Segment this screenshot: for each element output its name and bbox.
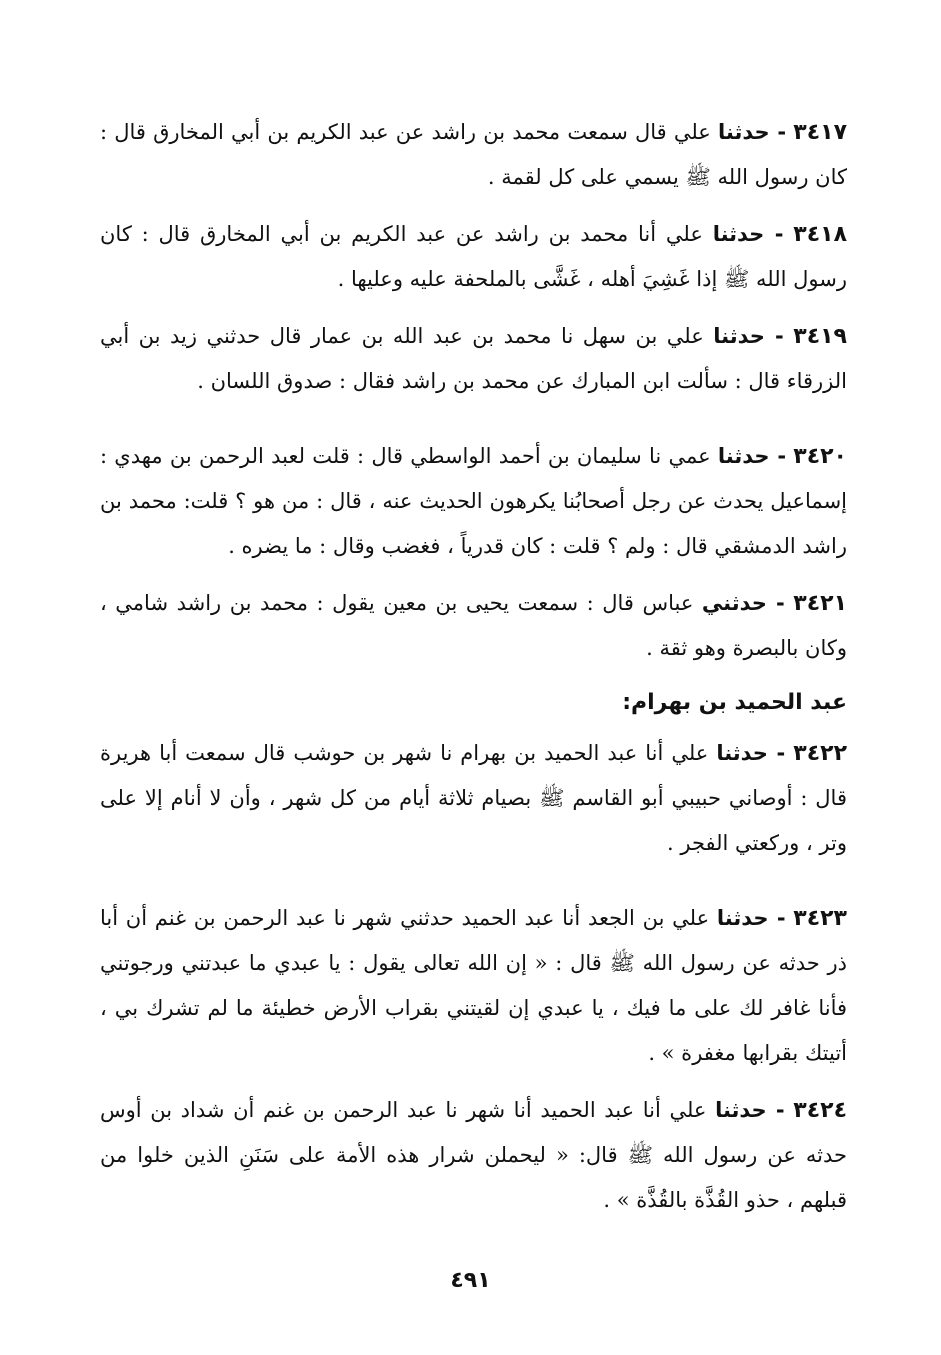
narration-keyword: حدثنا xyxy=(715,1098,767,1122)
narration-keyword: حدثنا xyxy=(712,222,765,246)
narration-keyword: حدثنا xyxy=(716,906,769,930)
hadith-text: علي أنا عبد الحميد أنا شهر نا عبد الرحمن بن غنم أن شداد بن أوس حدثه عن رسول الله ﷺ قال: « ليحملن شرار هذه الأمة على سَنَنِ الذين خلوا من قبلهم ، حذو القُذَّة بالقُذَّة » . xyxy=(100,1098,847,1212)
hadith-number: ٣٤١٧ xyxy=(793,120,848,145)
hadith-number: ٣٤١٨ xyxy=(793,222,847,247)
hadith-entry-3422: ٣٤٢٢ - حدثنا علي أنا عبد الحميد بن بهرام نا شهر بن حوشب قال سمعت أبا هريرة قال : أوصاني حبيبي أبو القاسم ﷺ بصيام ثلاثة أيام من كل شهر ، وأن لا أنام إلا على وتر ، وركعتي الفجر . xyxy=(100,741,847,855)
hadith-number: ٣٤٢٢ xyxy=(793,741,847,766)
hadith-text: علي قال سمعت محمد بن راشد عن عبد الكريم بن أبي المخارق قال : كان رسول الله ﷺ يسمي على كل لقمة . xyxy=(100,120,847,189)
hadith-entry-3418: ٣٤١٨ - حدثنا علي أنا محمد بن راشد عن عبد الكريم بن أبي المخارق قال : كان رسول الله ﷺ إذا غَشِيَ أهله ، غَشَّى بالملحفة عليه وعليها . xyxy=(100,222,847,291)
hadith-text: عمي نا سليمان بن أحمد الواسطي قال : قلت لعبد الرحمن بن مهدي : إسماعيل يحدث عن رجل أصحابُنا يكرهون الحديث عنه ، قال : من هو ؟ قلت: محمد بن راشد الدمشقي قال : ولم ؟ قلت : كان قدرياً ، فغضب وقال : ما يضره . xyxy=(100,444,847,558)
hadith-entry-3417: ٣٤١٧ - حدثنا علي قال سمعت محمد بن راشد عن عبد الكريم بن أبي المخارق قال : كان رسول الله ﷺ يسمي على كل لقمة . xyxy=(100,120,848,189)
narration-keyword: حدثنا xyxy=(713,324,765,348)
hadith-number: ٣٤٢٣ xyxy=(793,906,847,931)
section-heading: عبد الحميد بن بهرام: xyxy=(622,690,847,715)
hadith-entry-3420: ٣٤٢٠ - حدثنا عمي نا سليمان بن أحمد الواسطي قال : قلت لعبد الرحمن بن مهدي : إسماعيل يحدث عن رجل أصحابُنا يكرهون الحديث عنه ، قال : من هو ؟ قلت: محمد بن راشد الدمشقي قال : ولم ؟ قلت : كان قدرياً ، فغضب وقال : ما يضره . xyxy=(100,444,847,558)
hadith-text: عباس قال : سمعت يحيى بن معين يقول : محمد بن راشد شامي ، وكان بالبصرة وهو ثقة . xyxy=(100,591,847,660)
hadith-entry-3421: ٣٤٢١ - حدثني عباس قال : سمعت يحيى بن معين يقول : محمد بن راشد شامي ، وكان بالبصرة وهو ثقة . xyxy=(100,591,847,660)
narration-keyword: حدثنا xyxy=(718,120,770,144)
hadith-number: ٣٤٢٠ xyxy=(793,444,847,469)
narration-keyword: حدثني xyxy=(701,591,767,615)
hadith-number: ٣٤١٩ xyxy=(793,324,847,349)
hadith-text: علي بن سهل نا محمد بن عبد الله بن عمار قال حدثني زيد بن أبي الزرقاء قال : سألت ابن المبارك عن محمد بن راشد فقال : صدوق اللسان . xyxy=(100,324,847,393)
hadith-entry-3424: ٣٤٢٤ - حدثنا علي أنا عبد الحميد أنا شهر نا عبد الرحمن بن غنم أن شداد بن أوس حدثه عن رسول الله ﷺ قال: « ليحملن شرار هذه الأمة على سَنَنِ الذين خلوا من قبلهم ، حذو القُذَّة بالقُذَّة » . xyxy=(100,1098,847,1212)
hadith-number: ٣٤٢١ xyxy=(793,591,847,616)
document-page xyxy=(100,110,847,1223)
hadith-text: علي أنا عبد الحميد بن بهرام نا شهر بن حوشب قال سمعت أبا هريرة قال : أوصاني حبيبي أبو القاسم ﷺ بصيام ثلاثة أيام من كل شهر ، وأن لا أنام إلا على وتر ، وركعتي الفجر . xyxy=(100,741,847,855)
narration-keyword: حدثنا xyxy=(717,444,770,468)
narration-keyword: حدثنا xyxy=(716,741,768,765)
hadith-number: ٣٤٢٤ xyxy=(793,1098,847,1123)
hadith-text: علي بن الجعد أنا عبد الحميد حدثني شهر نا عبد الرحمن بن غنم أن أبا ذر حدثه عن رسول الله ﷺ قال : « إن الله تعالى يقول : يا عبدي ما عبدتني ورجوتني فأنا غافر لك على ما فيك ، يا عبدي إن لقيتني بقراب الأرض خطيئة ما لم تشرك بي ، أتيتك بقرابها مغفرة » . xyxy=(100,906,847,1065)
hadith-entry-3419: ٣٤١٩ - حدثنا علي بن سهل نا محمد بن عبد الله بن عمار قال حدثني زيد بن أبي الزرقاء قال : سألت ابن المبارك عن محمد بن راشد فقال : صدوق اللسان . xyxy=(100,324,847,393)
page-number: ٤٩١ xyxy=(450,1268,491,1293)
hadith-entry-3423: ٣٤٢٣ - حدثنا علي بن الجعد أنا عبد الحميد حدثني شهر نا عبد الرحمن بن غنم أن أبا ذر حدثه عن رسول الله ﷺ قال : « إن الله تعالى يقول : يا عبدي ما عبدتني ورجوتني فأنا غافر لك على ما فيك ، يا عبدي إن لقيتني بقراب الأرض خطيئة ما لم تشرك بي ، أتيتك بقرابها مغفرة » . xyxy=(100,906,847,1065)
hadith-text: علي أنا محمد بن راشد عن عبد الكريم بن أبي المخارق قال : كان رسول الله ﷺ إذا غَشِيَ أهله ، غَشَّى بالملحفة عليه وعليها . xyxy=(100,222,847,291)
